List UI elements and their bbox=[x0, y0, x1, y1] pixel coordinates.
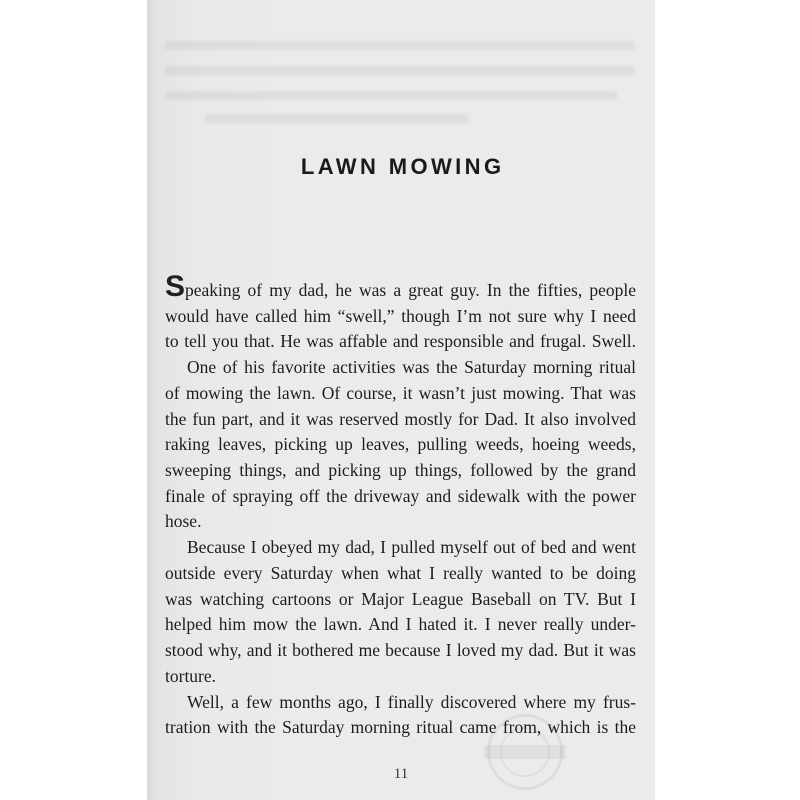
text-line: was watching cartoons or Major League Baseball on TV. But I bbox=[165, 588, 636, 609]
paragraph bbox=[165, 355, 636, 535]
page-number: 11 bbox=[393, 766, 409, 782]
text-line: helped him mow the lawn. And I hated it. I never really under- bbox=[165, 614, 636, 635]
text-line: outside every Saturday when what I really wanted to be doing bbox=[165, 562, 636, 583]
show-through-line bbox=[165, 66, 635, 75]
text-line: Well, a few months ago, I finally discovered where my frus- bbox=[187, 691, 636, 712]
body-text bbox=[165, 270, 636, 741]
text-line: Because I obeyed my dad, I pulled myself out of bed and went bbox=[187, 537, 636, 558]
text-line: sweeping things, and picking up things, followed by the grand bbox=[165, 460, 636, 481]
text-line: torture. bbox=[165, 665, 217, 686]
show-through-line bbox=[205, 114, 469, 123]
paragraph bbox=[165, 270, 636, 355]
paragraph bbox=[165, 690, 636, 741]
text-line: finale of spraying off the driveway and sidewalk with the power bbox=[165, 485, 636, 506]
show-through-line bbox=[165, 41, 635, 50]
text-line bbox=[165, 270, 636, 304]
text-line: the fun part, and it was reserved mostly for Dad. It also involved bbox=[165, 408, 636, 429]
text-line: to tell you that. He was affable and responsible and frugal. Swell. bbox=[165, 331, 636, 352]
paragraph bbox=[165, 535, 636, 689]
text-line: tration with the Saturday morning ritual came from, which is the bbox=[165, 717, 636, 738]
text-line: would have called him “swell,” though I’m not sure why I need bbox=[165, 305, 636, 326]
drop-cap: S bbox=[165, 270, 186, 303]
chapter-title: LAWN MOWING bbox=[300, 154, 505, 179]
text-line: of mowing the lawn. Of course, it wasn’t just mowing. That was bbox=[165, 382, 636, 403]
text-line: raking leaves, picking up leaves, pulling weeds, hoeing weeds, bbox=[165, 434, 636, 455]
text-line: hose. bbox=[165, 511, 202, 532]
watermark-inner-ring bbox=[500, 727, 550, 777]
line-text: peaking of my dad, he was a great guy. In the fifties, people bbox=[185, 280, 636, 300]
watermark-stamp bbox=[487, 714, 563, 790]
book-page bbox=[147, 0, 655, 800]
text-line: stood why, and it bothered me because I loved my dad. But it was bbox=[165, 640, 636, 661]
show-through-line bbox=[165, 91, 617, 100]
text-line: One of his favorite activities was the Saturday morning ritual bbox=[187, 357, 636, 378]
